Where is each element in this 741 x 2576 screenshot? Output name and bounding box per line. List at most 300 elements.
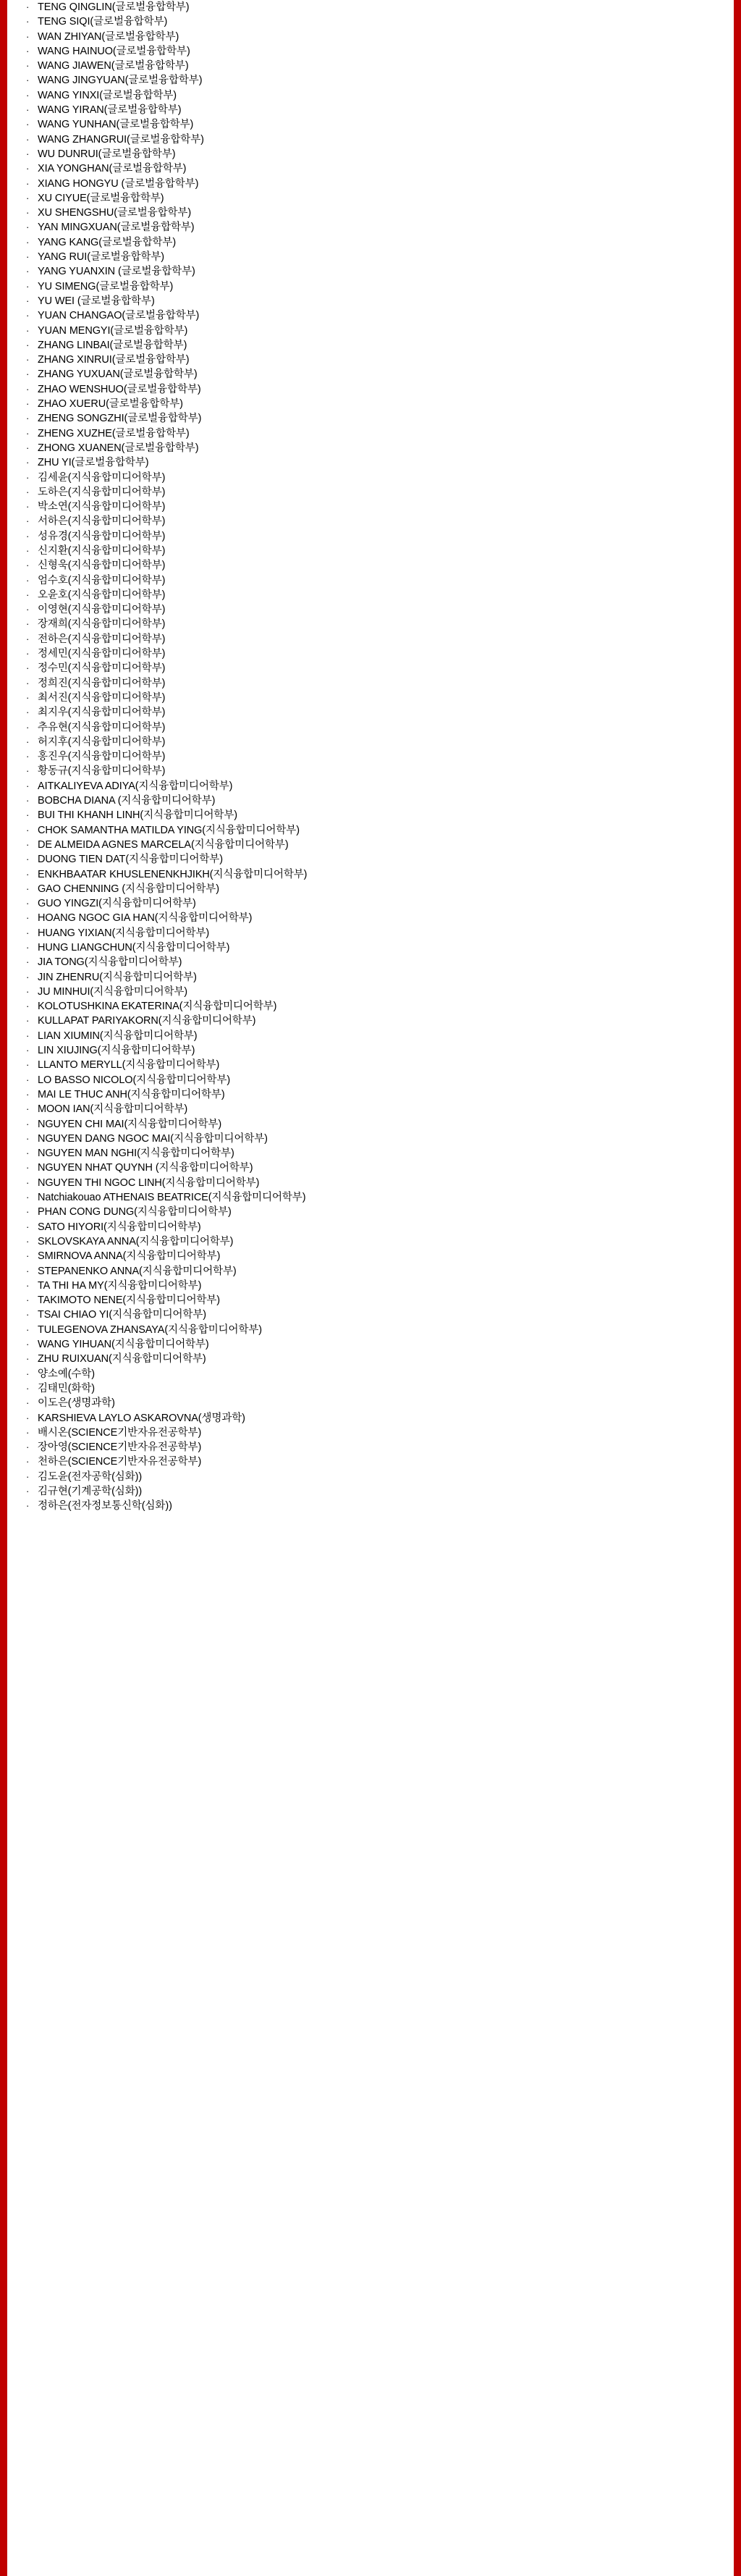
bullet-icon: · — [26, 398, 30, 410]
bullet-icon: · — [26, 560, 30, 571]
bullet-icon: · — [26, 854, 30, 865]
list-item — [13, 779, 728, 794]
list-item — [13, 1029, 728, 1043]
list-item-label: KULLAPAT PARIYAKORN(지식융합미디어학부) — [38, 1015, 256, 1027]
list-item — [13, 720, 728, 735]
list-item-label: TAKIMOTO NENE(지식융합미디어학부) — [38, 1295, 221, 1307]
list-item-label: ZHAO XUERU(글로벌융합학부) — [38, 398, 183, 411]
list-item-label: 도하은(지식융합미디어학부) — [38, 486, 166, 498]
list-item — [13, 1484, 728, 1499]
list-item-label: 장재희(지식융합미디어학부) — [38, 618, 166, 631]
list-item — [13, 161, 728, 176]
list-item-label: GAO CHENNING (지식융합미디어학부) — [38, 883, 219, 895]
list-item — [13, 264, 728, 279]
bullet-icon: · — [26, 544, 30, 556]
bullet-icon: · — [26, 266, 30, 277]
bullet-icon: · — [26, 1295, 30, 1306]
list-item — [13, 308, 728, 323]
bullet-icon: · — [26, 119, 30, 130]
bullet-icon: · — [26, 1177, 30, 1188]
list-item — [13, 1264, 728, 1279]
list-item — [13, 455, 728, 470]
list-item-label: CHOK SAMANTHA MATILDA YING(지식융합미디어학부) — [38, 824, 300, 836]
list-item-label: XIANG HONGYU (글로벌융합학부) — [38, 177, 199, 190]
bullet-icon: · — [26, 1001, 30, 1012]
bullet-icon: · — [26, 883, 30, 894]
list-item — [13, 514, 728, 529]
list-item-label: JIA TONG(지식융합미디어학부) — [38, 956, 182, 969]
list-item-label: YUAN CHANGAO(글로벌융합학부) — [38, 310, 200, 322]
list-item-label: STEPANENKO ANNA(지식융합미디어학부) — [38, 1265, 237, 1277]
bullet-icon: · — [26, 75, 30, 86]
list-item — [13, 617, 728, 631]
bullet-icon: · — [26, 45, 30, 56]
list-item — [13, 970, 728, 985]
list-item-label: 허지후(지식융합미디어학부) — [38, 736, 166, 748]
list-item-label: ZHENG SONGZHI(글로벌융합학부) — [38, 413, 202, 425]
bullet-icon: · — [26, 104, 30, 116]
list-item-label: KOLOTUSHKINA EKATERINA(지식융합미디어학부) — [38, 1001, 277, 1013]
list-item-label: TULEGENOVA ZHANSAYA(지식융합미디어학부) — [38, 1323, 262, 1336]
bullet-icon: · — [26, 898, 30, 909]
list-item-label: 정세민(지식융합미디어학부) — [38, 648, 166, 660]
list-item — [13, 838, 728, 852]
bullet-icon: · — [26, 1470, 30, 1482]
list-item-label: 박소연(지식융합미디어학부) — [38, 501, 166, 513]
bullet-icon: · — [26, 1309, 30, 1321]
list-item-label: 김세윤(지식융합미디어학부) — [38, 471, 166, 484]
list-item-label: 홍진우(지식융합미디어학부) — [38, 751, 166, 763]
bullet-icon: · — [26, 354, 30, 366]
list-item — [13, 999, 728, 1014]
list-item-label: ZHANG YUXUAN(글로벌융합학부) — [38, 369, 198, 381]
bullet-icon: · — [26, 1323, 30, 1335]
list-item-label: ZHU YI(글로벌융합학부) — [38, 457, 149, 469]
list-item-label: WANG YINXI(글로벌융합학부) — [38, 89, 177, 101]
list-item-label: 서하은(지식융합미디어학부) — [38, 515, 166, 528]
list-item — [13, 1220, 728, 1234]
list-item-label: DUONG TIEN DAT(지식융합미디어학부) — [38, 854, 223, 866]
list-item — [13, 735, 728, 749]
list-item — [13, 147, 728, 161]
list-item — [13, 1249, 728, 1263]
bullet-icon: · — [26, 60, 30, 72]
list-item-label: 정하은(전자정보통신학(심화)) — [38, 1500, 172, 1512]
bullet-icon: · — [26, 1397, 30, 1409]
bullet-icon: · — [26, 1456, 30, 1468]
bullet-icon: · — [26, 971, 30, 982]
list-item-label: 김규현(기계공학(심화)) — [38, 1485, 143, 1497]
list-item — [13, 794, 728, 808]
bullet-icon: · — [26, 721, 30, 733]
list-item-label: 엄수호(지식융합미디어학부) — [38, 574, 166, 586]
bullet-icon: · — [26, 1250, 30, 1262]
list-item — [13, 602, 728, 617]
list-item — [13, 1087, 728, 1102]
list-item-label: TSAI CHIAO YI(지식융합미디어학부) — [38, 1309, 206, 1321]
list-item — [13, 558, 728, 573]
list-item-label: XU SHENGSHU(글로벌융합학부) — [38, 207, 192, 219]
list-item-label: 성유경(지식융합미디어학부) — [38, 530, 166, 542]
list-item — [13, 985, 728, 999]
bullet-icon: · — [26, 942, 30, 953]
list-item-label: BUI THI KHANH LINH(지식융합미디어학부) — [38, 809, 237, 822]
list-item-label: ZHONG XUANEN(글로벌융합학부) — [38, 442, 199, 454]
list-item — [13, 1205, 728, 1219]
bullet-icon: · — [26, 1279, 30, 1291]
list-item-label: DE ALMEIDA AGNES MARCELA(지식융합미디어학부) — [38, 838, 289, 851]
list-item — [13, 324, 728, 338]
list-item — [13, 411, 728, 426]
list-item — [13, 1132, 728, 1146]
bullet-icon: · — [26, 604, 30, 615]
bullet-icon: · — [26, 824, 30, 835]
bullet-icon: · — [26, 795, 30, 807]
list-item-label: XU CIYUE(글로벌융합학부) — [38, 192, 164, 204]
bullet-icon: · — [26, 133, 30, 145]
list-item — [13, 588, 728, 602]
bullet-icon: · — [26, 222, 30, 233]
bullet-icon: · — [26, 809, 30, 821]
bullet-icon: · — [26, 1368, 30, 1379]
list-item — [13, 1117, 728, 1132]
list-item-label: 이영현(지식융합미디어학부) — [38, 604, 166, 616]
list-item — [13, 235, 728, 250]
list-item-label: TA THI HA MY(지식융합미디어학부) — [38, 1279, 202, 1292]
list-item-label: GUO YINGZI(지식융합미디어학부) — [38, 898, 196, 910]
bullet-icon: · — [26, 1, 30, 12]
list-item-label: YAN MINGXUAN(글로벌융합학부) — [38, 222, 195, 234]
bullet-icon: · — [26, 1059, 30, 1071]
bullet-icon: · — [26, 691, 30, 703]
bullet-icon: · — [26, 648, 30, 660]
bullet-icon: · — [26, 1221, 30, 1232]
list-item-label: ENKHBAATAR KHUSLENENKHJIKH(지식융합미디어학부) — [38, 868, 308, 880]
list-item-label: WANG ZHANGRUI(글로벌융합학부) — [38, 133, 204, 146]
list-item-label: NGUYEN THI NGOC LINH(지식융합미디어학부) — [38, 1177, 260, 1189]
list-item — [13, 1426, 728, 1440]
bullet-icon: · — [26, 751, 30, 762]
list-item — [13, 661, 728, 675]
list-item — [13, 1279, 728, 1293]
list-item-label: 오윤호(지식융합미디어학부) — [38, 589, 166, 601]
list-item-label: YUAN MENGYI(글로벌융합학부) — [38, 324, 188, 337]
bullet-icon: · — [26, 1412, 30, 1423]
list-item — [13, 73, 728, 88]
list-item — [13, 955, 728, 969]
list-item-label: 신형욱(지식융합미디어학부) — [38, 560, 166, 572]
list-item — [13, 471, 728, 485]
bullet-icon: · — [26, 985, 30, 997]
list-item — [13, 749, 728, 764]
bullet-icon: · — [26, 89, 30, 101]
list-item — [13, 823, 728, 838]
list-item — [13, 1161, 728, 1175]
list-item-label: SKLOVSKAYA ANNA(지식융합미디어학부) — [38, 1235, 234, 1247]
list-item-label: 최지우(지식융합미디어학부) — [38, 707, 166, 719]
bullet-icon: · — [26, 413, 30, 424]
list-item — [13, 926, 728, 940]
list-item — [13, 1470, 728, 1484]
list-item — [13, 808, 728, 822]
list-item — [13, 882, 728, 896]
bullet-icon: · — [26, 251, 30, 263]
bullet-icon: · — [26, 1132, 30, 1144]
bullet-icon: · — [26, 838, 30, 850]
bullet-icon: · — [26, 707, 30, 718]
bullet-icon: · — [26, 280, 30, 292]
list-item-label: 신지환(지식융합미디어학부) — [38, 544, 166, 557]
list-item-label: WANG YIHUAN(지식융합미디어학부) — [38, 1339, 209, 1351]
list-item — [13, 1367, 728, 1381]
bullet-icon: · — [26, 163, 30, 174]
bullet-icon: · — [26, 1206, 30, 1218]
list-item — [13, 911, 728, 925]
bullet-icon: · — [26, 589, 30, 600]
bullet-icon: · — [26, 177, 30, 189]
bullet-icon: · — [26, 1485, 30, 1497]
bullet-icon: · — [26, 383, 30, 395]
list-item — [13, 88, 728, 103]
list-item — [13, 44, 728, 59]
list-item-label: 장아영(SCIENCE기반자유전공학부) — [38, 1441, 202, 1454]
bullet-icon: · — [26, 1426, 30, 1438]
bullet-icon: · — [26, 1015, 30, 1027]
list-item — [13, 191, 728, 206]
bullet-icon: · — [26, 486, 30, 497]
list-item — [13, 220, 728, 235]
list-item — [13, 177, 728, 191]
bullet-icon: · — [26, 736, 30, 747]
bullet-icon: · — [26, 1088, 30, 1100]
list-item-label: 양소예(수학) — [38, 1368, 95, 1380]
list-item — [13, 1102, 728, 1116]
list-item-label: 정희진(지식융합미디어학부) — [38, 677, 166, 689]
list-item — [13, 1308, 728, 1322]
list-item-label: KARSHIEVA LAYLO ASKAROVNA(생명과학) — [38, 1412, 245, 1424]
list-item — [13, 279, 728, 294]
list-item — [13, 1499, 728, 1512]
list-item-label: NGUYEN DANG NGOC MAI(지식융합미디어학부) — [38, 1132, 268, 1145]
bullet-icon: · — [26, 868, 30, 880]
list-item-label: JU MINHUI(지식융합미디어학부) — [38, 985, 188, 998]
list-item — [13, 1381, 728, 1396]
bullet-icon: · — [26, 30, 30, 42]
bullet-icon: · — [26, 1118, 30, 1129]
list-item — [13, 1455, 728, 1469]
list-item — [13, 1337, 728, 1352]
list-item — [13, 1043, 728, 1058]
list-item — [13, 500, 728, 514]
list-item-label: ZHANG XINRUI(글로벌융합학부) — [38, 354, 190, 366]
list-item-label: 김도윤(전자공학(심화)) — [38, 1470, 143, 1483]
bullet-icon: · — [26, 515, 30, 527]
bullet-icon: · — [26, 339, 30, 350]
list-item — [13, 367, 728, 382]
list-item — [13, 0, 728, 14]
list-item — [13, 940, 728, 955]
list-item — [13, 382, 728, 397]
list-item — [13, 705, 728, 720]
list-item-label: WANG YIRAN(글로벌융합학부) — [38, 104, 182, 117]
list-item — [13, 250, 728, 264]
list-item — [13, 573, 728, 588]
list-item-label: MOON IAN(지식융합미디어학부) — [38, 1103, 188, 1116]
list-item-label: TENG SIQI(글로벌융합학부) — [38, 16, 168, 28]
list-item-label: BOBCHA DIANA (지식융합미디어학부) — [38, 795, 216, 807]
bullet-icon: · — [26, 1103, 30, 1115]
bullet-icon: · — [26, 1382, 30, 1394]
bullet-icon: · — [26, 501, 30, 513]
bullet-icon: · — [26, 471, 30, 483]
list-item-label: WAN ZHIYAN(글로벌융합학부) — [38, 30, 179, 43]
bullet-icon: · — [26, 677, 30, 689]
list-item-label: WANG JINGYUAN(글로벌융합학부) — [38, 75, 203, 87]
list-item — [13, 544, 728, 558]
list-item — [13, 485, 728, 500]
list-item — [13, 1176, 728, 1190]
bullet-icon: · — [26, 442, 30, 453]
bullet-icon: · — [26, 310, 30, 321]
bullet-icon: · — [26, 207, 30, 219]
list-item-label: SMIRNOVA ANNA(지식융합미디어학부) — [38, 1250, 221, 1263]
list-item — [13, 294, 728, 308]
list-item-label: ZHU RUIXUAN(지식융합미디어학부) — [38, 1353, 206, 1365]
list-item-label: WANG HAINUO(글로벌융합학부) — [38, 45, 190, 57]
bullet-icon: · — [26, 912, 30, 924]
bullet-icon: · — [26, 1353, 30, 1365]
list-item — [13, 426, 728, 441]
list-item — [13, 441, 728, 455]
list-item — [13, 1411, 728, 1426]
bullet-icon: · — [26, 530, 30, 542]
list-item-label: PHAN CONG DUNG(지식융합미디어학부) — [38, 1206, 232, 1218]
list-item — [13, 206, 728, 220]
list-item — [13, 1058, 728, 1072]
bullet-icon: · — [26, 1235, 30, 1247]
bullet-icon: · — [26, 574, 30, 586]
list-item — [13, 1323, 728, 1337]
list-item — [13, 132, 728, 147]
bullet-icon: · — [26, 633, 30, 644]
list-item-label: LIAN XIUMIN(지식융합미디어학부) — [38, 1030, 198, 1042]
list-item — [13, 896, 728, 911]
bullet-icon: · — [26, 1265, 30, 1276]
list-item — [13, 647, 728, 661]
list-item — [13, 1190, 728, 1205]
bullet-icon: · — [26, 1045, 30, 1056]
list-item-label: HUANG YIXIAN(지식융합미디어학부) — [38, 927, 210, 939]
bullet-icon: · — [26, 662, 30, 674]
bullet-icon: · — [26, 427, 30, 439]
list-item — [13, 338, 728, 353]
list-item — [13, 1234, 728, 1249]
bullet-icon: · — [26, 1074, 30, 1085]
list-item-label: 이도은(생명과학) — [38, 1397, 115, 1410]
bullet-icon: · — [26, 236, 30, 248]
list-item — [13, 353, 728, 367]
bullet-icon: · — [26, 148, 30, 159]
list-item-label: NGUYEN NHAT QUYNH (지식융합미디어학부) — [38, 1162, 253, 1174]
list-item — [13, 1073, 728, 1087]
list-item-label: ZHANG LINBAI(글로벌융합학부) — [38, 339, 187, 351]
bullet-icon: · — [26, 1192, 30, 1203]
list-item-label: HUNG LIANGCHUN(지식융합미디어학부) — [38, 942, 230, 954]
list-item — [13, 117, 728, 132]
list-item — [13, 867, 728, 882]
list-item-label: 전하은(지식융합미디어학부) — [38, 633, 166, 645]
list-item-label: SATO HIYORI(지식융합미디어학부) — [38, 1221, 201, 1233]
list-item-label: 추유현(지식융합미디어학부) — [38, 721, 166, 733]
bullet-icon: · — [26, 780, 30, 791]
list-item-label: LIN XIUJING(지식융합미디어학부) — [38, 1045, 195, 1057]
list-item-label: 천하은(SCIENCE기반자유전공학부) — [38, 1456, 202, 1468]
bullet-icon: · — [26, 1339, 30, 1350]
list-item-label: MAI LE THUC ANH(지식융합미디어학부) — [38, 1088, 225, 1100]
list-item-label: Natchiakouao ATHENAIS BEATRICE(지식융합미디어학부) — [38, 1192, 306, 1204]
list-item — [13, 529, 728, 544]
bullet-icon: · — [26, 16, 30, 28]
bullet-icon: · — [26, 956, 30, 968]
student-name-list — [13, 0, 728, 1512]
list-item — [13, 14, 728, 29]
list-item-label: 정수민(지식융합미디어학부) — [38, 662, 166, 675]
list-item — [13, 1014, 728, 1028]
bullet-icon: · — [26, 192, 30, 203]
list-item — [13, 676, 728, 691]
list-item — [13, 30, 728, 44]
list-item — [13, 1146, 728, 1161]
bullet-icon: · — [26, 1148, 30, 1159]
list-item-label: TENG QINGLIN(글로벌융합학부) — [38, 1, 190, 13]
list-item-label: XIA YONGHAN(글로벌융합학부) — [38, 163, 187, 175]
list-item-label: YU SIMENG(글로벌융합학부) — [38, 280, 174, 292]
list-item-label: WANG JIAWEN(글로벌융합학부) — [38, 60, 189, 72]
list-item — [13, 852, 728, 867]
list-item-label: NGUYEN MAN NGHI(지식융합미디어학부) — [38, 1148, 234, 1160]
list-item — [13, 691, 728, 705]
bullet-icon: · — [26, 1500, 30, 1512]
list-item-label: ZHAO WENSHUO(글로벌융합학부) — [38, 383, 201, 395]
bullet-icon: · — [26, 1162, 30, 1174]
list-item-label: JIN ZHENRU(지식융합미디어학부) — [38, 971, 197, 983]
list-item — [13, 764, 728, 778]
list-item — [13, 397, 728, 411]
list-item-label: YU WEI (글로벌융합학부) — [38, 295, 155, 307]
list-item-label: AITKALIYEVA ADIYA(지식융합미디어학부) — [38, 780, 233, 792]
list-item-label: HOANG NGOC GIA HAN(지식융합미디어학부) — [38, 912, 253, 925]
list-item — [13, 59, 728, 73]
list-item-label: YANG KANG(글로벌융합학부) — [38, 236, 177, 248]
bullet-icon: · — [26, 1030, 30, 1041]
bullet-icon: · — [26, 457, 30, 468]
bullet-icon: · — [26, 765, 30, 777]
list-item — [13, 1293, 728, 1308]
bullet-icon: · — [26, 369, 30, 380]
list-item — [13, 1440, 728, 1455]
bullet-icon: · — [26, 927, 30, 938]
list-item-label: YANG RUI(글로벌융합학부) — [38, 251, 165, 264]
list-item-label: 배시온(SCIENCE기반자유전공학부) — [38, 1426, 202, 1439]
list-item-label: WANG YUNHAN(글로벌융합학부) — [38, 119, 194, 131]
list-item-label: 최서진(지식융합미디어학부) — [38, 691, 166, 704]
bullet-icon: · — [26, 618, 30, 630]
list-item-label: ZHENG XUZHE(글로벌융합학부) — [38, 427, 190, 439]
bullet-icon: · — [26, 1441, 30, 1453]
list-item-label: LO BASSO NICOLO(지식융합미디어학부) — [38, 1074, 231, 1086]
list-item-label: 김태민(화학) — [38, 1382, 95, 1394]
list-item-label: YANG YUANXIN (글로벌융합학부) — [38, 266, 195, 278]
